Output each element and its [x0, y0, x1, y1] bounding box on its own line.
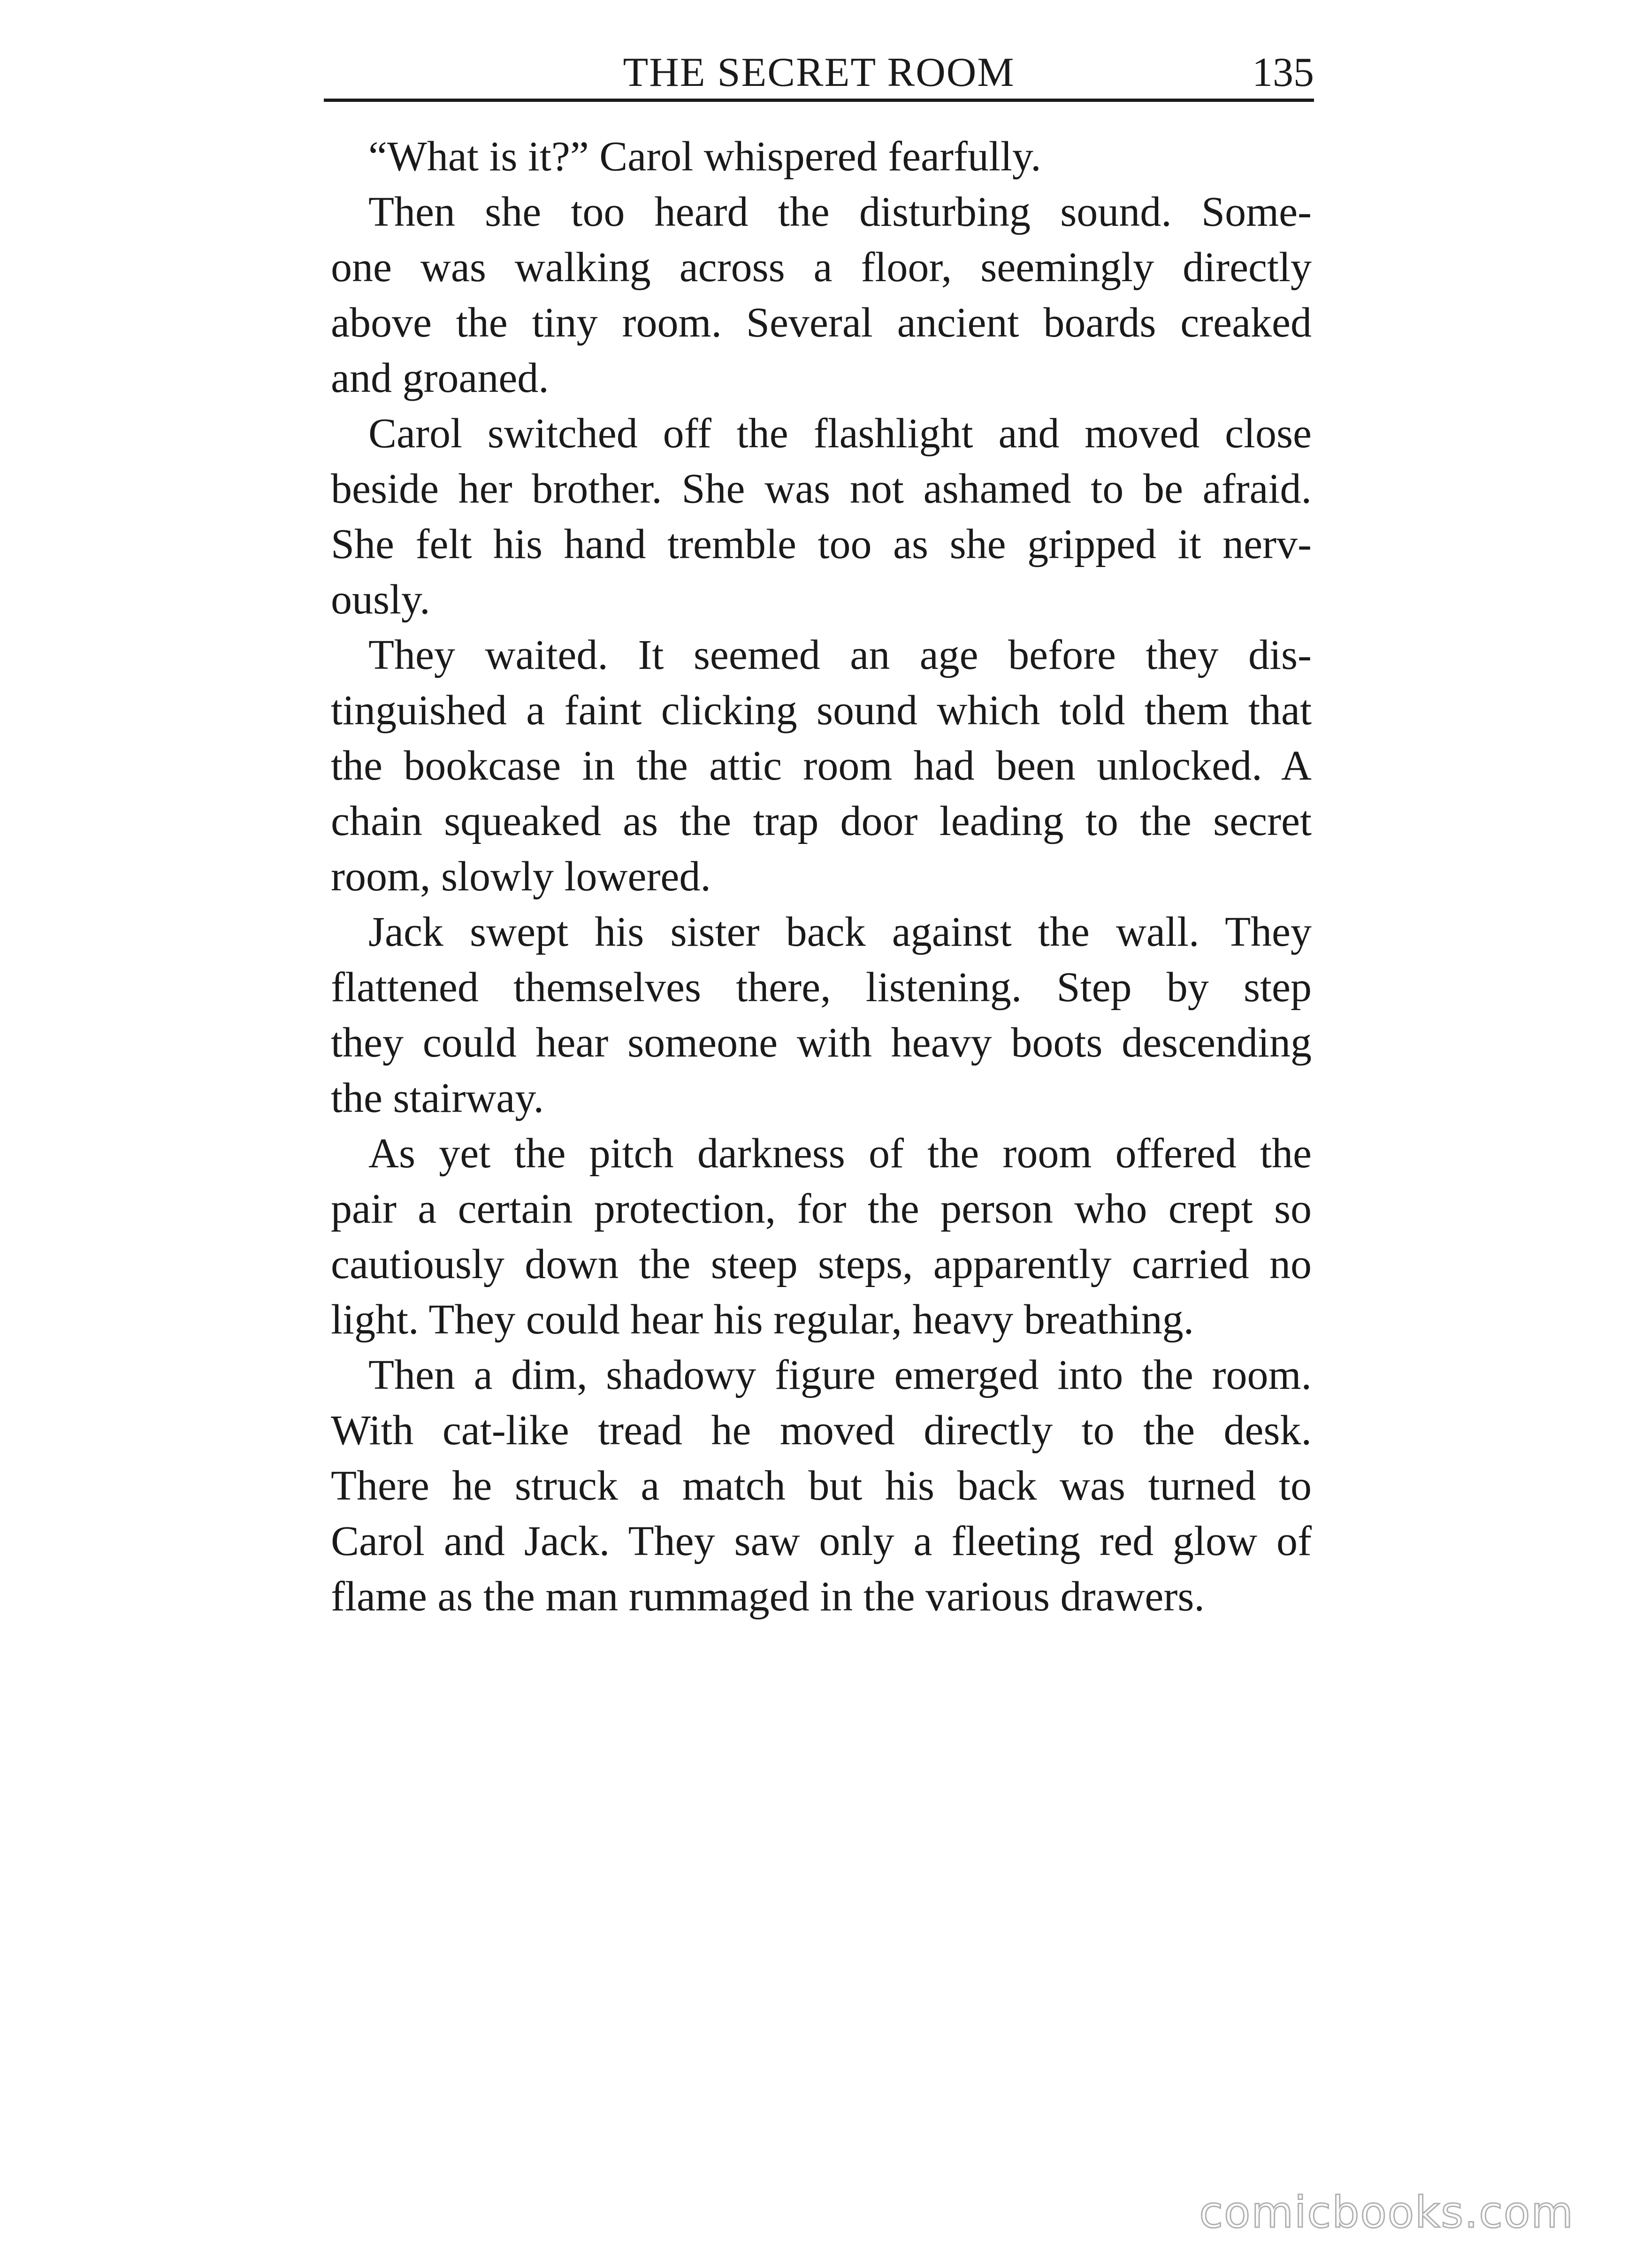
text-line: Then a dim, shadowy figure emerged into the room. — [368, 1352, 1312, 1398]
text-line: There he struck a match but his back was turned to — [331, 1463, 1312, 1509]
text-line: She felt his hand tremble too as she gripped it nerv- — [331, 521, 1312, 567]
text-line: and groaned. — [331, 355, 549, 401]
paragraph — [331, 1348, 1312, 1624]
header-rule — [324, 99, 1314, 102]
text-line: chain squeaked as the trap door leading to the secret — [331, 798, 1312, 844]
text-line: flattened themselves there, listening. Step by step — [331, 964, 1312, 1011]
text-line: Carol and Jack. They saw only a fleeting red glow of — [331, 1518, 1312, 1564]
text-line: light. They could hear his regular, heavy breathing. — [331, 1296, 1194, 1343]
page-number: 135 — [1252, 50, 1314, 95]
text-line: ously. — [331, 576, 430, 623]
text-line: As yet the pitch darkness of the room offered the — [368, 1130, 1312, 1177]
text-line: they could hear someone with heavy boots descending — [331, 1019, 1312, 1066]
text-line: above the tiny room. Several ancient boards creaked — [331, 299, 1312, 346]
text-line: flame as the man rummaged in the various drawers. — [331, 1573, 1205, 1620]
paragraph — [331, 406, 1312, 628]
text-line: Carol switched off the flashlight and moved close — [368, 410, 1312, 457]
text-line: Then she too heard the disturbing sound. Some- — [368, 189, 1312, 235]
text-line: room, slowly lowered. — [331, 853, 711, 900]
text-line: “What is it?” Carol whispered fearfully. — [368, 133, 1041, 180]
text-line: the bookcase in the attic room had been unlocked. A — [331, 743, 1312, 789]
running-head — [324, 45, 1314, 101]
chapter-title: THE SECRET ROOM — [623, 50, 1015, 95]
paragraph — [331, 184, 1312, 406]
paragraph — [331, 628, 1312, 904]
text-line: pair a certain protection, for the person who crept so — [331, 1186, 1312, 1232]
paragraph — [331, 1126, 1312, 1348]
text-line: beside her brother. She was not ashamed to be afraid. — [331, 466, 1312, 512]
paragraph — [331, 904, 1312, 1126]
text-line: Jack swept his sister back against the wall. They — [368, 909, 1312, 955]
text-line: one was walking across a floor, seemingly directly — [331, 244, 1312, 291]
paragraph — [331, 129, 1312, 184]
text-line: They waited. It seemed an age before they dis- — [368, 632, 1312, 678]
text-line: tinguished a faint clicking sound which told them that — [331, 687, 1312, 734]
text-line: the stairway. — [331, 1075, 544, 1121]
body-text — [331, 129, 1312, 1624]
text-line: With cat-like tread he moved directly to the desk. — [331, 1407, 1312, 1454]
watermark: comicbooks.com — [1199, 2187, 1574, 2237]
text-line: cautiously down the steep steps, apparently carried no — [331, 1241, 1312, 1287]
